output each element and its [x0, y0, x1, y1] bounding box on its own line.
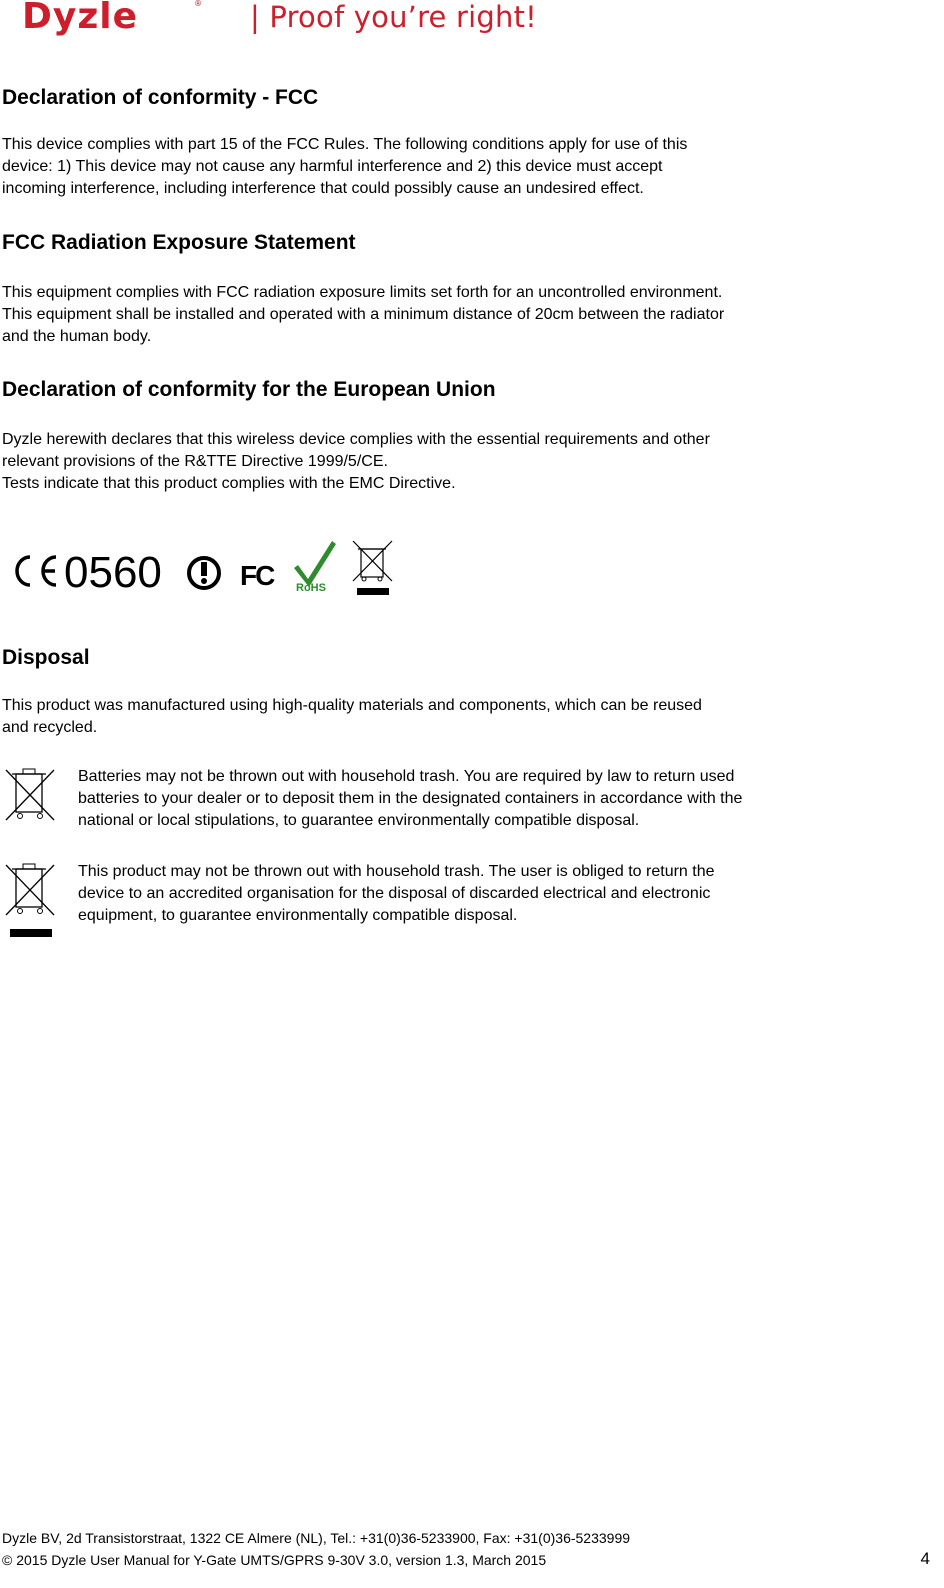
paragraph-line: This equipment shall be installed and operated with a minimum distance of 20cm between the radiator — [2, 306, 725, 323]
dyzle-logo — [22, 0, 227, 46]
paragraph-line: national or local stipulations, to guarantee environmentally compatible disposal. — [78, 812, 640, 829]
paragraph-line: This product was manufactured using high-quality materials and components, which can be reused — [2, 697, 702, 714]
page-number: 4 — [920, 1549, 930, 1568]
footer-address: Dyzle BV, 2d Transistorstraat, 1322 CE Almere (NL), Tel.: +31(0)36-5233900, Fax: +31(0)36-5233999 — [2, 1530, 631, 1546]
rohs-label: RoHS — [296, 582, 326, 594]
paragraph-line: and recycled. — [2, 719, 98, 736]
rohs-check-icon — [294, 541, 336, 594]
section-title-eu: Declaration of conformity for the European Union — [2, 378, 496, 401]
disposal-intro — [2, 695, 937, 739]
ce-notified-body-number: 0560 — [64, 548, 162, 597]
alert-class2-icon — [189, 558, 219, 588]
paragraph-line: Dyzle herewith declares that this wireless device complies with the essential requirements and other — [2, 431, 710, 448]
paragraph-line: Tests indicate that this product complies with the EMC Directive. — [2, 475, 456, 492]
logo-wordmark: Dyzle — [22, 0, 139, 37]
section-title-radiation: FCC Radiation Exposure Statement — [2, 231, 356, 254]
paragraph-line: incoming interference, including interference that could possibly cause an undesired effect. — [2, 180, 644, 197]
ce-mark-icon — [17, 557, 56, 585]
paragraph-line: batteries to your dealer or to deposit them in the designated containers in accordance with the — [78, 790, 743, 807]
svg-text:®: ® — [194, 0, 202, 8]
disposal-item-text — [78, 766, 940, 832]
crossed-bin-bar-icon — [2, 861, 58, 941]
disposal-item-text — [78, 861, 940, 927]
fcc-logo-icon: FC — [240, 560, 274, 591]
paragraph-line: device to an accredited organisation for the disposal of discarded electrical and electronic — [78, 885, 711, 902]
footer-copyright: © 2015 Dyzle User Manual for Y-Gate UMTS/GPRS 9-30V 3.0, version 1.3, March 2015 — [2, 1552, 547, 1568]
paragraph-line: This product may not be thrown out with household trash. The user is obliged to return the — [78, 863, 715, 880]
section-title-disposal: Disposal — [2, 646, 90, 669]
section-title-fcc: Declaration of conformity - FCC — [2, 86, 319, 109]
paragraph-line: Batteries may not be thrown out with household trash. You are required by law to return used — [78, 768, 735, 785]
conformity-marks — [8, 535, 398, 599]
radiation-paragraph — [2, 282, 937, 348]
eu-paragraph — [2, 429, 937, 495]
paragraph-line: relevant provisions of the R&TTE Directive 1999/5/CE. — [2, 453, 388, 470]
paragraph-line: This device complies with part 15 of the FCC Rules. The following conditions apply for use of this — [2, 136, 688, 153]
header — [22, 0, 622, 50]
paragraph-line: and the human body. — [2, 328, 152, 345]
paragraph-line: This equipment complies with FCC radiation exposure limits set forth for an uncontrolled environment. — [2, 284, 723, 301]
crossed-bin-icon — [2, 766, 58, 846]
fcc-paragraph — [2, 134, 937, 200]
paragraph-line: equipment, to guarantee environmentally compatible disposal. — [78, 907, 518, 924]
weee-bin-icon — [353, 541, 392, 595]
tagline: | Proof you’re right! — [250, 0, 537, 34]
footer — [2, 1527, 937, 1571]
paragraph-line: device: 1) This device may not cause any harmful interference and 2) this device must accept — [2, 158, 663, 175]
